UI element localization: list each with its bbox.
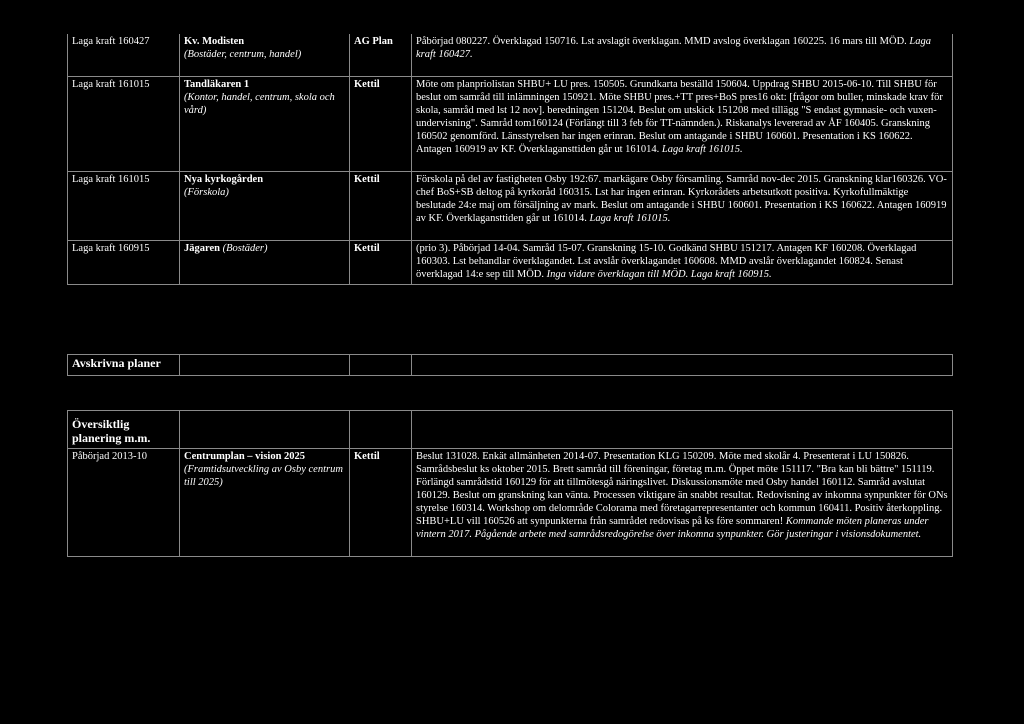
handler-cell: Kettil xyxy=(350,172,412,241)
plan-cell: Centrumplan – vision 2025 (Framtidsutveckling av Osby centrum till 2025) xyxy=(180,449,350,557)
plan-cell: Nya kyrkogården (Förskola) xyxy=(180,172,350,241)
handler-cell: Kettil xyxy=(350,449,412,557)
notes-cell: Beslut 131028. Enkät allmänheten 2014-07. Presentation KLG 150209. Möte med skolår 4. Presenterat i LU 150826. Samrådsbeslut ks oktober 2015. Brett samråd till föreningar, företag m.m. Öppet möte 151117. "Bra kan bli bättre" 151119. Förlängd samrådstid 160129 för att tillmötesgå näringslivet. Diskussionsmöte med Osby handel 160112. Samråd avslutat 160129. Beslut om granskning kan vänta. Processen viktigare än snabbt resultat. Redovisning av inkomna synpunkter för ONs styrelse 160314. Workshop om delområde Colorama med företagarrepresentanter och kommun 160411. Positiv återkoppling. SHBU+LU vill 160526 att synpunkterna från samrådet redovisas på ks före sommaren! Kommande möten planeras under vintern 2017. Pågående arbete med samrådsredogörelse över inkomna synpunkter. Gör justeringar i visionsdokumentet. xyxy=(412,449,953,557)
notes-cell: (prio 3). Påbörjad 14-04. Samråd 15-07. Granskning 15-10. Godkänd SHBU 151217. Antagen KF 160208. Överklagad 160303. Lst behandlar överklagandet. Lst avslår överklagandet 160608. MMD avslår överklagandet 160824. Senast överklagad 14:e sep till MÖD. Inga vidare överklagan till MÖD. Laga kraft 160915. xyxy=(412,241,953,285)
table-row xyxy=(68,449,953,557)
plan-cell: Tandläkaren 1 (Kontor, handel, centrum, skola och vård) xyxy=(180,77,350,172)
plan-cell: Kv. Modisten (Bostäder, centrum, handel) xyxy=(180,34,350,77)
notes-cell: Möte om planpriolistan SHBU+ LU pres. 150505. Grundkarta beställd 150604. Uppdrag SHBU 2015-06-10. Till SHBU för beslut om samråd till inlämningen 150921. Möte SHBU pres.+TT pres+BoS pres16 okt: [frågor om buller, minskade krav för skola, samråd med lst 12 nov]. beredningen 151204. Beslut om utskick 151208 med tillägg "S endast gymnasie- och vuxen-undervisning". Samråd tom160124 (Förlängt till 3 feb för TT-nämnden.). Riskanalys levererad av ÅF 160405. Granskning 160502 genomförd. Länsstyrelsen har ingen erinran. Beslut om antagande i SHBU 160601. Presentation i KS 160622. Antagen 160919 av KF. Överklagansttiden går ut 161014. Laga kraft 161015. xyxy=(412,77,953,172)
status-cell: Laga kraft 161015 xyxy=(68,172,180,241)
overview-table xyxy=(67,410,953,557)
status-cell: Laga kraft 160915 xyxy=(68,241,180,285)
status-cell: Laga kraft 160427 xyxy=(68,34,180,77)
handler-cell: AG Plan xyxy=(350,34,412,77)
notes-cell: Förskola på del av fastigheten Osby 192:67. markägare Osby församling. Samråd nov-dec 2015. Granskning klar160326. VO-chef BoS+SB deltog på kyrkoråd 160315. Lst har ingen erinran. Kyrkorådets arbetsutkott positiva. Kyrkofullmäktige beslutade 24:e maj om försäljning av mark. Beslut om antagande i SHBU 160601. Presentation i KS 160622. Antagen 160919 av KF. Överklagansttiden går ut 161014. Laga kraft 161015. xyxy=(412,172,953,241)
section-heading-overview: Översiktlig planering m.m. xyxy=(68,411,180,449)
table-row xyxy=(68,34,953,77)
handler-cell: Kettil xyxy=(350,241,412,285)
status-cell: Påbörjad 2013-10 xyxy=(68,449,180,557)
table-row xyxy=(68,411,953,449)
plan-cell: Jägaren (Bostäder) xyxy=(180,241,350,285)
section-heading-written-off: Avskrivna planer xyxy=(68,355,180,376)
handler-cell: Kettil xyxy=(350,77,412,172)
notes-cell: Påbörjad 080227. Överklagad 150716. Lst avslagit överklagan. MMD avslog överklagan 160225. 16 mars till MÖD. Laga kraft 160427. xyxy=(412,34,953,77)
status-cell: Laga kraft 161015 xyxy=(68,77,180,172)
plans-table xyxy=(67,34,953,285)
table-row xyxy=(68,77,953,172)
table-row xyxy=(68,241,953,285)
written-off-table xyxy=(67,354,953,376)
table-row xyxy=(68,172,953,241)
table-row xyxy=(68,355,953,376)
